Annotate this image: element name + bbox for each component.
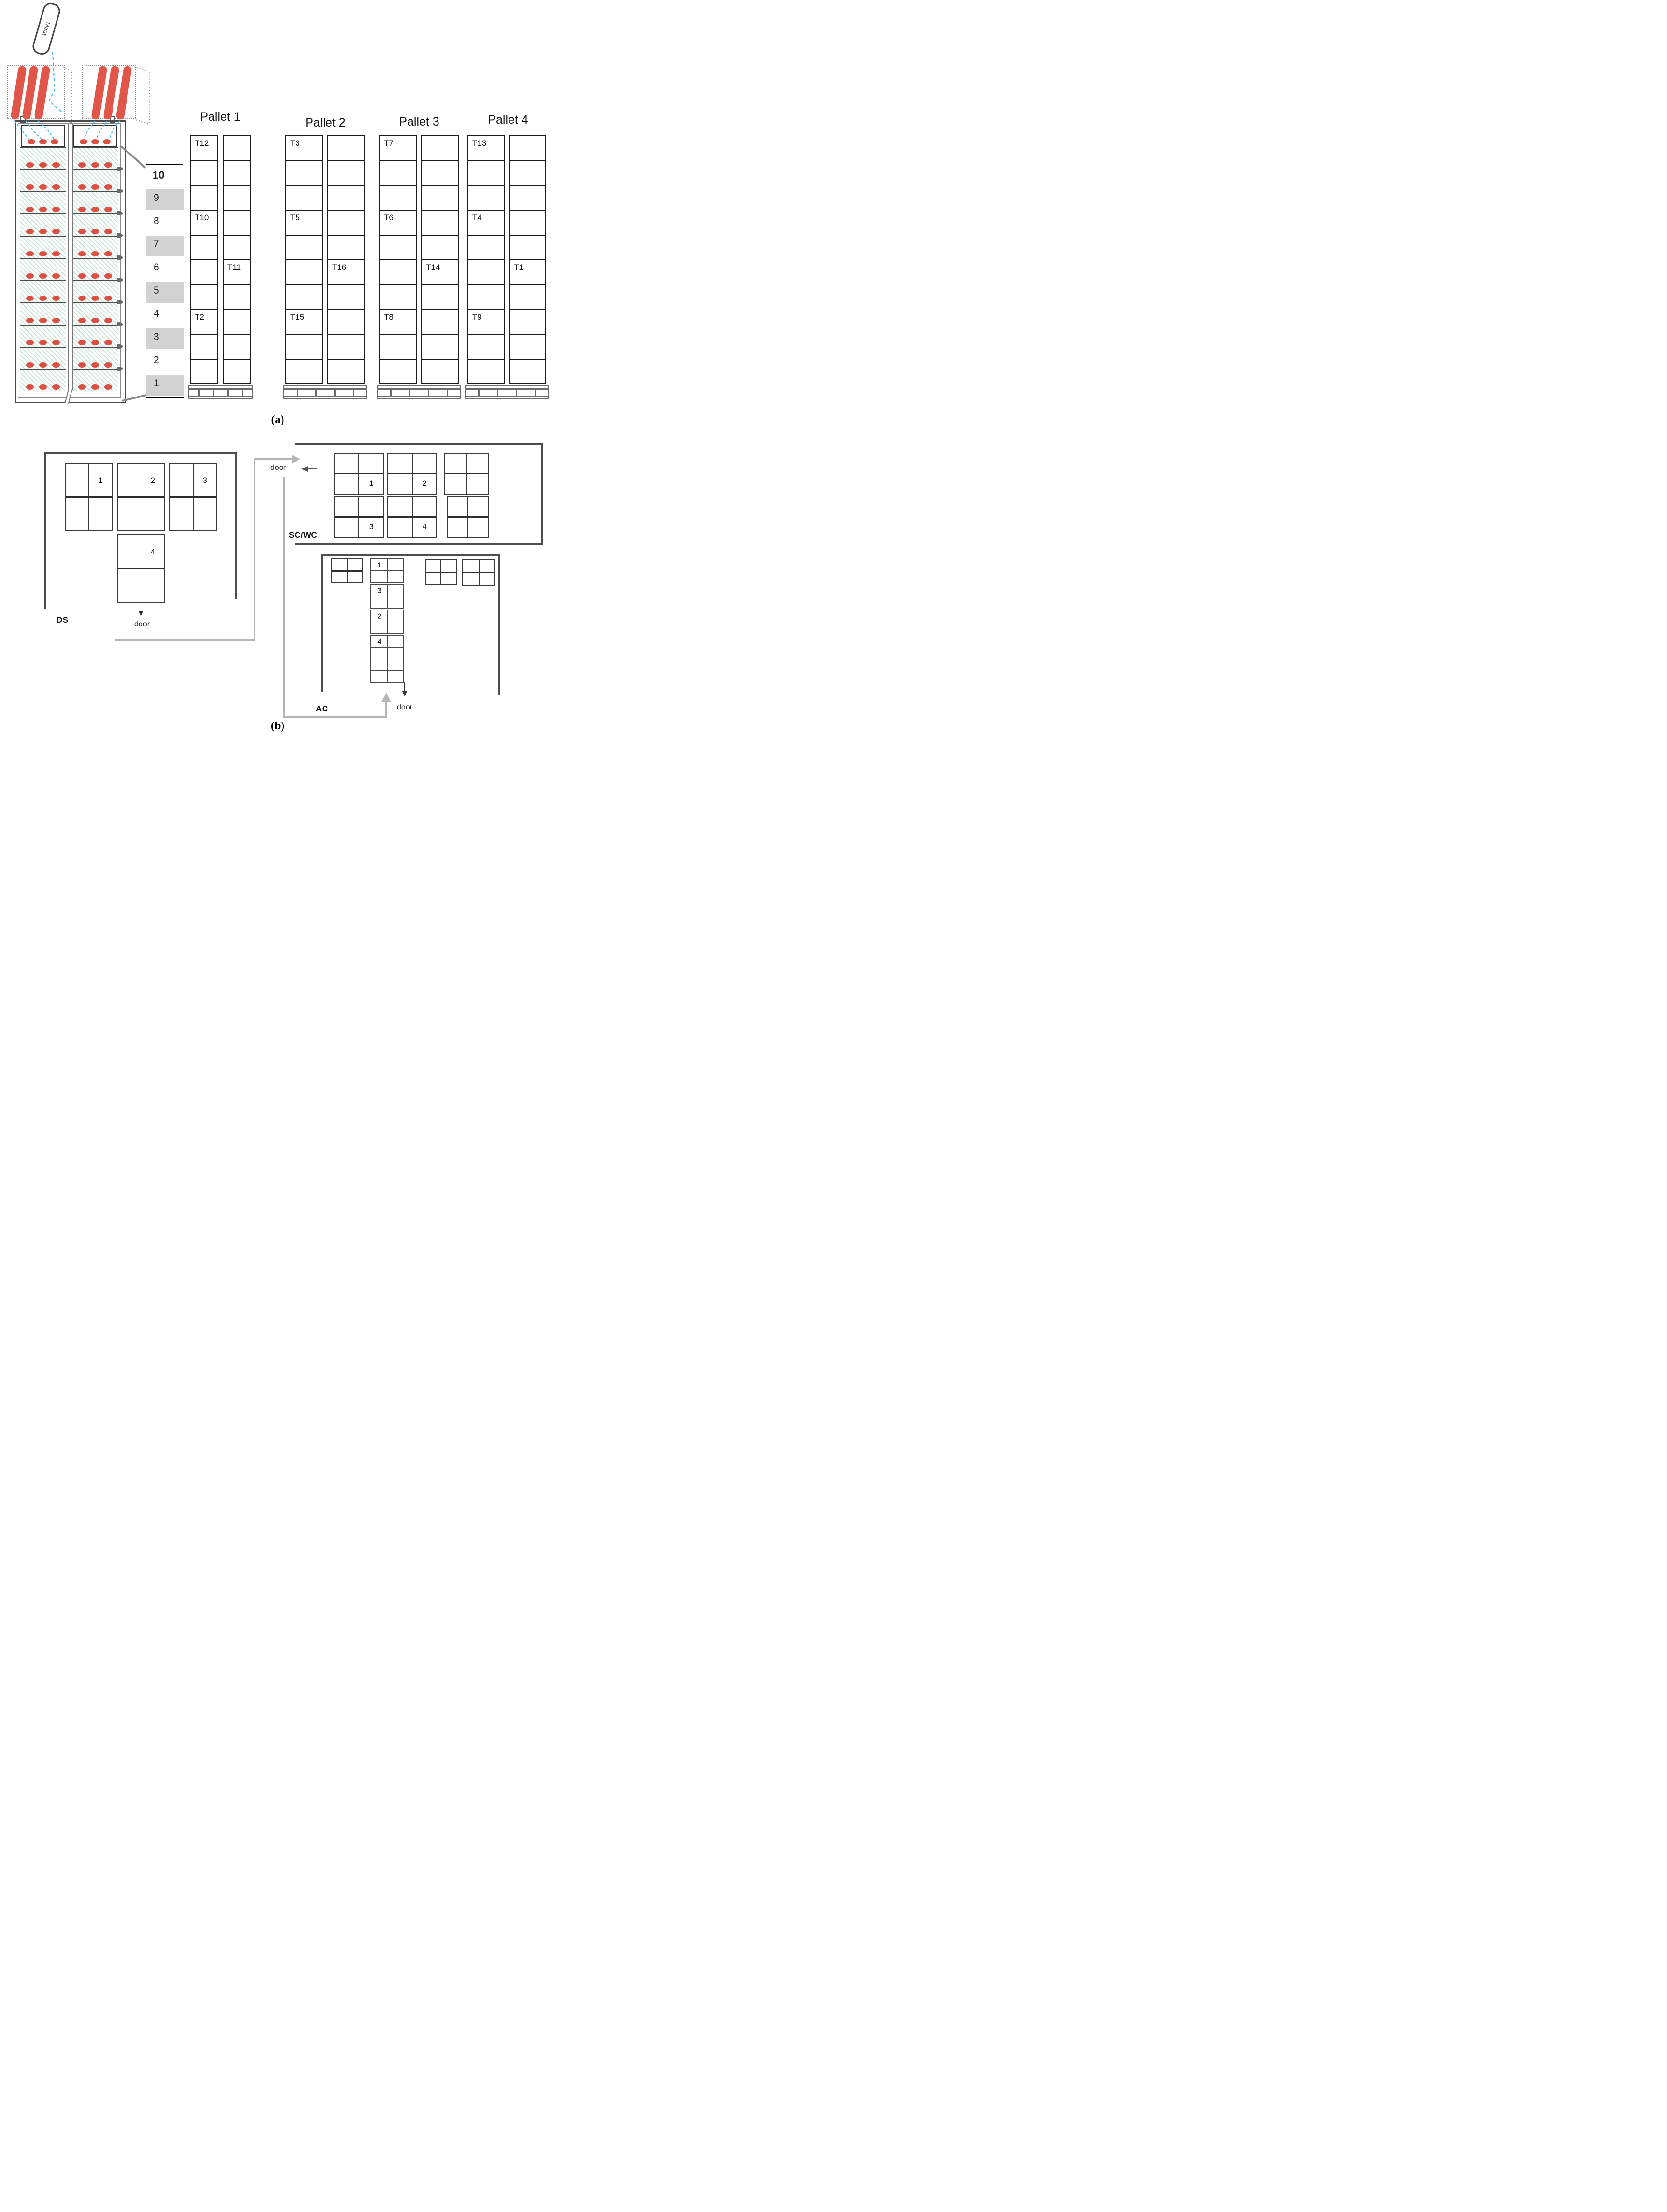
meat-dot <box>78 296 86 301</box>
tray-label: T15 <box>290 312 305 322</box>
pallet-cell <box>328 284 364 309</box>
pallet-cell <box>328 160 364 184</box>
scwc-rack-3 <box>334 496 384 538</box>
meat-dot <box>26 184 34 190</box>
meat-dot <box>104 384 112 390</box>
pallet-3-base <box>377 385 461 399</box>
tray-label: T2 <box>195 312 204 322</box>
chamber-shelf <box>72 347 118 369</box>
ac-door-arrow-icon <box>402 682 407 696</box>
meat-dot <box>52 251 60 256</box>
pallet-cell <box>468 136 504 160</box>
level-3 <box>146 327 184 351</box>
ac-center-strip <box>370 558 404 684</box>
tray-label: T16 <box>332 263 347 272</box>
meat-dot <box>52 318 60 323</box>
pallet-cell <box>510 359 545 383</box>
pallet-cell <box>510 235 545 259</box>
ac-rack-topright-1 <box>425 559 457 585</box>
meat-dot <box>26 162 34 168</box>
meat-dot <box>26 229 34 234</box>
level-number: 7 <box>154 239 159 250</box>
chamber-shelf <box>73 125 117 147</box>
pallet-cell <box>286 136 322 160</box>
level-number: 9 <box>154 192 159 203</box>
level-2 <box>146 351 184 374</box>
pallet-cell <box>422 359 458 383</box>
ds-rack-1-label: 1 <box>98 475 103 485</box>
pallet-cell <box>328 334 364 358</box>
pallet-1-column-left <box>190 135 218 384</box>
pallet-cell <box>422 284 458 309</box>
pallet-cell <box>380 259 416 284</box>
tray-label: T9 <box>472 312 482 322</box>
meat-dot <box>78 340 86 345</box>
pallet-cell <box>191 284 217 309</box>
pallet-4-title: Pallet 4 <box>488 113 528 127</box>
meat-dot <box>52 384 60 390</box>
chamber-shelf <box>72 325 118 347</box>
scwc-door-label: door <box>270 464 286 472</box>
meat-dot <box>78 251 86 256</box>
caption-a: (a) <box>271 413 284 425</box>
scwc-room-label: SC/WC <box>289 530 318 539</box>
pallet-cell <box>286 284 322 309</box>
pallet-4-base <box>465 385 549 399</box>
ac-room-label: AC <box>316 704 328 713</box>
chamber-shelf <box>72 236 118 258</box>
chamber-shelf <box>72 302 118 325</box>
pallet-cell <box>286 235 322 259</box>
meat-dot <box>104 340 112 345</box>
pallet-cell <box>468 309 504 334</box>
meat-dot <box>91 184 99 190</box>
meat-dot <box>104 207 112 212</box>
meat-dot <box>39 296 47 301</box>
ac-rack-block <box>370 635 404 683</box>
meat-dot <box>91 296 99 301</box>
meat-dot <box>104 251 112 256</box>
pallet-cell <box>191 259 217 284</box>
pallet-3-title: Pallet 3 <box>399 115 439 128</box>
meat-dot <box>39 207 47 212</box>
ds-door-label: door <box>134 620 150 628</box>
pallet-cell <box>286 185 322 210</box>
meat-dot <box>52 296 60 301</box>
meat-dot <box>26 340 34 345</box>
pallet-cell <box>422 259 458 284</box>
ac-rack-row <box>371 659 403 670</box>
pallet-cell <box>380 334 416 358</box>
meat-dot <box>91 139 99 144</box>
ds-rack-1 <box>65 463 113 531</box>
meat-dot <box>104 184 112 190</box>
ac-rack-row <box>371 670 403 682</box>
pallet-4-column-left <box>467 135 505 384</box>
scwc-rack-1 <box>334 453 384 495</box>
level-9 <box>146 188 184 212</box>
ac-wall-top <box>321 554 500 556</box>
meat-dot <box>39 139 47 144</box>
scwc-rack-4-label: 4 <box>422 522 427 532</box>
meat-dot <box>52 362 60 368</box>
caption-b: (b) <box>270 720 285 732</box>
chamber-shelf <box>72 258 118 280</box>
meat-dot <box>78 162 86 168</box>
ac-rack-row <box>371 570 403 582</box>
pallet-cell <box>191 235 217 259</box>
ac-rack-row <box>371 622 403 633</box>
pallet-cell <box>510 309 545 334</box>
pallet-cell <box>422 160 458 184</box>
pallet-cell <box>224 235 250 259</box>
meat-dot <box>39 273 47 279</box>
pallet-cell <box>510 259 545 284</box>
pallet-4-column-right <box>509 135 546 384</box>
chamber-column-left <box>20 125 66 391</box>
pallet-cell <box>286 309 322 334</box>
pallet-cell <box>328 235 364 259</box>
meat-dot <box>78 207 86 212</box>
pallet-cell <box>468 259 504 284</box>
ac-rack-row <box>371 585 403 596</box>
level-scale-bottom-line <box>146 397 184 398</box>
meat-dot <box>52 340 60 345</box>
scwc-wall-bottom <box>295 543 543 545</box>
scwc-rack-blank-top <box>444 453 489 495</box>
tray-label: T4 <box>472 213 482 223</box>
tray-label: T10 <box>195 213 209 223</box>
pallet-cell <box>286 160 322 184</box>
level-5 <box>146 281 184 304</box>
meat-dot <box>78 384 86 390</box>
meat-dot <box>52 273 60 279</box>
pallet-cell <box>224 259 250 284</box>
chamber-shelf <box>72 280 118 302</box>
ds-rack-3 <box>169 463 217 531</box>
ac-rack-row <box>371 647 403 659</box>
meat-dot <box>52 207 60 212</box>
pallet-2-title: Pallet 2 <box>305 116 346 129</box>
pallet-2-base <box>283 385 367 399</box>
tray-label: T14 <box>426 263 440 272</box>
pallet-cell <box>468 160 504 184</box>
tray-label: T5 <box>290 213 300 223</box>
chamber-shelf <box>20 236 66 258</box>
meat-dot <box>26 384 34 390</box>
chamber-shelf <box>20 213 66 236</box>
pallet-cell <box>422 235 458 259</box>
meat-dot <box>91 318 99 323</box>
pallet-cell <box>286 334 322 358</box>
pallet-cell <box>286 359 322 383</box>
chamber-shelf <box>72 169 118 191</box>
level-7 <box>146 235 184 258</box>
meat-dot <box>78 184 86 190</box>
chamber-shelf <box>20 369 66 391</box>
pallet-cell <box>286 210 322 234</box>
pallet-cell <box>328 185 364 210</box>
meat-dot <box>39 362 47 368</box>
ds-rack-2 <box>117 463 165 531</box>
scwc-rack-2-label: 2 <box>422 479 427 488</box>
pallet-3-column-right <box>421 135 459 384</box>
ac-rack-row <box>371 559 403 570</box>
chamber-center-divider <box>68 124 73 390</box>
meat-dot <box>26 273 34 279</box>
chamber-shelf <box>20 325 66 347</box>
pallet-3-column-left <box>379 135 417 384</box>
meat-dot <box>39 340 47 345</box>
meat-dot <box>78 362 86 368</box>
pallet-cell <box>468 235 504 259</box>
meat-dot <box>39 251 47 256</box>
pallet-cell <box>468 185 504 210</box>
meat-dot <box>52 229 60 234</box>
tray-label: T8 <box>384 312 394 322</box>
chamber-shelf <box>72 191 118 213</box>
pallet-cell <box>380 210 416 234</box>
scwc-rack-4 <box>387 496 437 538</box>
ac-rack-row <box>371 636 403 647</box>
meat-dot <box>91 273 99 279</box>
tray-label: T6 <box>384 213 394 223</box>
chamber-shelf <box>72 147 118 169</box>
pallet-cell <box>510 210 545 234</box>
level-number: 6 <box>154 262 159 273</box>
ac-rack-label: 1 <box>377 561 381 569</box>
pallet-cell <box>191 136 217 160</box>
ac-door-label: door <box>397 703 413 711</box>
tray-label: T3 <box>290 139 300 148</box>
meat-dot <box>78 273 86 279</box>
meat-dot <box>80 139 87 144</box>
pallet-cell <box>422 309 458 334</box>
meat-dot <box>26 251 34 256</box>
pallet-cell <box>510 334 545 358</box>
level-number: 10 <box>153 169 165 181</box>
figure-page <box>0 0 556 737</box>
meat-dot <box>39 184 47 190</box>
level-number: 1 <box>154 378 159 389</box>
pallet-cell <box>380 309 416 334</box>
pallet-1-column-right <box>223 135 251 384</box>
pallet-cell <box>224 284 250 309</box>
pallet-cell <box>328 309 364 334</box>
ac-rack-topright-2 <box>462 559 495 586</box>
ac-rack-block <box>370 558 404 583</box>
scwc-wall-top <box>295 443 543 445</box>
pallet-cell <box>422 136 458 160</box>
ds-rack-4 <box>117 534 165 603</box>
pallet-2-column-right <box>327 135 365 384</box>
pallet-cell <box>468 359 504 383</box>
chamber-shelf <box>20 280 66 302</box>
pallet-cell <box>510 160 545 184</box>
ds-rack-4-label: 4 <box>150 547 155 556</box>
pallet-cell <box>380 235 416 259</box>
pallet-cell <box>224 334 250 358</box>
meat-dot <box>91 251 99 256</box>
scwc-rack-2 <box>387 453 437 495</box>
pallet-cell <box>328 359 364 383</box>
ds-rack-3-label: 3 <box>202 475 207 485</box>
meat-dot <box>104 162 112 168</box>
level-number: 8 <box>154 215 159 227</box>
pallet-cell <box>224 309 250 334</box>
pallet-cell <box>328 259 364 284</box>
level-1 <box>146 374 184 397</box>
ds-room-label: DS <box>57 615 69 624</box>
level-number: 4 <box>154 308 159 319</box>
meat-dot <box>28 139 35 144</box>
tray-label: T1 <box>514 263 523 272</box>
pallet-cell <box>328 136 364 160</box>
pallet-cell <box>380 284 416 309</box>
pallet-cell <box>422 210 458 234</box>
pallet-cell <box>468 210 504 234</box>
level-10 <box>146 165 184 188</box>
ac-rack-topleft <box>331 558 363 583</box>
meat-dot <box>104 273 112 279</box>
pallet-cell <box>224 185 250 210</box>
meat-dot <box>78 229 86 234</box>
pallet-cell <box>224 359 250 383</box>
chamber-shelf <box>20 147 66 169</box>
pallet-cell <box>191 160 217 184</box>
ac-wall-left <box>321 554 323 692</box>
ac-rack-label: 2 <box>377 612 381 620</box>
tray-label: T13 <box>472 139 487 148</box>
chamber-shelf <box>20 169 66 191</box>
level-number: 3 <box>154 331 159 342</box>
pallet-cell <box>510 136 545 160</box>
pallet-cell <box>191 185 217 210</box>
pallet-cell <box>380 136 416 160</box>
meat-dot <box>26 296 34 301</box>
meat-dot <box>39 384 47 390</box>
pallet-cell <box>380 160 416 184</box>
meat-dot <box>91 229 99 234</box>
ac-rack-label: 4 <box>377 638 381 646</box>
ds-wall-top <box>44 452 237 454</box>
pallet-cell <box>422 334 458 358</box>
meat-capsule <box>31 1 62 57</box>
meat-dot <box>91 340 99 345</box>
ds-rack-2-label: 2 <box>150 475 155 485</box>
pallet-cell <box>510 185 545 210</box>
ac-rack-label: 3 <box>377 586 381 595</box>
pallet-cell <box>191 334 217 358</box>
level-scale-top-line <box>146 164 183 165</box>
tray-label: T12 <box>195 139 209 148</box>
chamber-shelf <box>20 258 66 280</box>
level-number: 2 <box>154 354 159 366</box>
pallet-1-base <box>188 385 253 399</box>
meat-dot <box>91 207 99 212</box>
meat-dot <box>52 184 60 190</box>
pallet-cell <box>380 185 416 210</box>
scwc-rack-3-label: 3 <box>369 522 374 532</box>
pallet-cell <box>191 210 217 234</box>
ac-rack-block <box>370 610 404 634</box>
meat-dot <box>104 296 112 301</box>
meat-dot <box>78 318 86 323</box>
meat-capsule-label: Meat <box>41 21 52 37</box>
level-4 <box>146 304 184 327</box>
meat-dot <box>91 362 99 368</box>
pallet-cell <box>191 359 217 383</box>
meat-dot <box>104 318 112 323</box>
meat-dot <box>91 162 99 168</box>
pallet-cell <box>224 160 250 184</box>
chamber-shelf <box>72 369 118 391</box>
chamber-shelf <box>21 125 65 147</box>
meat-dot <box>26 207 34 212</box>
scwc-door-arrow-icon <box>301 466 317 472</box>
ds-wall-right <box>235 452 237 599</box>
pallet-cell <box>380 359 416 383</box>
meat-dot <box>39 229 47 234</box>
chamber-shelf <box>20 347 66 369</box>
pallet-cell <box>328 210 364 234</box>
chamber-shelf <box>20 302 66 325</box>
level-6 <box>146 258 184 281</box>
meat-dot <box>26 318 34 323</box>
pallet-cell <box>468 284 504 309</box>
ac-wall-right <box>498 554 500 695</box>
pallet-cell <box>286 259 322 284</box>
pallet-cell <box>422 185 458 210</box>
meat-dot <box>39 162 47 168</box>
chamber-shelf <box>20 191 66 213</box>
meat-dot <box>91 384 99 390</box>
pallet-2-column-left <box>285 135 323 384</box>
ac-rack-block <box>370 584 404 609</box>
pallet-cell <box>468 334 504 358</box>
meat-dot <box>104 362 112 368</box>
tray-label: T11 <box>227 263 241 272</box>
tray-label: T7 <box>384 139 394 148</box>
pallet-cell <box>224 136 250 160</box>
pallet-cell <box>224 210 250 234</box>
ds-wall-left <box>44 452 46 609</box>
ac-rack-row <box>371 610 403 622</box>
meat-dot <box>103 139 111 144</box>
meat-dot <box>52 162 60 168</box>
level-8 <box>146 212 184 235</box>
scwc-wall-right <box>541 443 543 545</box>
pallet-1-title: Pallet 1 <box>200 110 240 124</box>
meat-dot <box>104 229 112 234</box>
meat-dot <box>51 139 58 144</box>
pallet-cell <box>191 309 217 334</box>
pallet-cell <box>510 284 545 309</box>
level-number: 5 <box>154 285 159 296</box>
meat-dot <box>26 362 34 368</box>
ac-rack-row <box>371 596 403 608</box>
scwc-rack-blank-bottom <box>447 496 489 538</box>
meat-dot <box>39 318 47 323</box>
chamber-shelf <box>72 213 118 236</box>
chamber-column-right <box>72 125 118 391</box>
scwc-rack-1-label: 1 <box>369 479 374 488</box>
ds-door-arrow-icon <box>139 603 143 617</box>
